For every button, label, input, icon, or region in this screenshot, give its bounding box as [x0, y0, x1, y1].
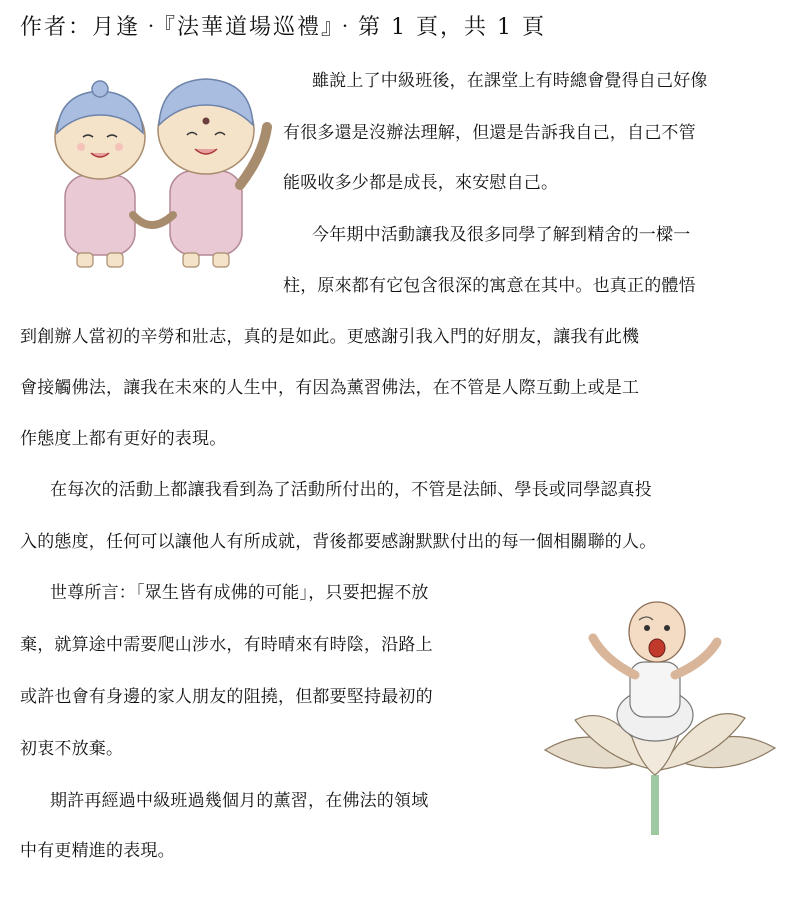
text-line: 世尊所言：「眾生皆有成佛的可能」，只要把握不放	[50, 583, 429, 603]
page-header: 作者：月逢‧『法華道場巡禮』‧第 1 頁，共 1 頁	[20, 15, 546, 40]
text-line: 柱，原來都有它包含很深的寓意在其中。也真正的體悟	[283, 276, 696, 296]
text-line: 入的態度，任何可以讓他人有所成就，背後都要感謝默默付出的每一個相關聯的人。	[20, 532, 657, 552]
two-monks-illustration	[25, 75, 280, 275]
text-line: 會接觸佛法，讓我在未來的人生中，有因為薰習佛法，在不管是人際互動上或是工	[20, 378, 640, 398]
text-line: 棄，就算途中需要爬山涉水，有時晴來有時陰，沿路上	[20, 635, 433, 655]
text-line: 初衷不放棄。	[20, 739, 124, 759]
text-line: 到創辦人當初的辛勞和壯志，真的是如此。更感謝引我入門的好朋友，讓我有此機	[20, 327, 640, 347]
text-line: 或許也會有身邊的家人朋友的阻撓，但都要堅持最初的	[20, 687, 433, 707]
text-line: 在每次的活動上都讓我看到為了活動所付出的，不管是法師、學長或同學認真投	[50, 480, 652, 500]
text-line: 期許再經過中級班過幾個月的薰習，在佛法的領域	[50, 791, 429, 811]
text-line: 今年期中活動讓我及很多同學了解到精舍的一樑一	[312, 225, 691, 245]
right-monk-figure	[158, 79, 267, 267]
text-line: 中有更精進的表現。	[20, 841, 175, 861]
left-monk-figure	[55, 81, 145, 267]
text-line: 雖說上了中級班後，在課堂上有時總會覺得自己好像	[312, 71, 708, 91]
text-line: 有很多還是沒辦法理解，但還是告訴我自己，自己不管	[283, 123, 696, 143]
monk-on-lotus-illustration	[535, 590, 790, 835]
text-line: 能吸收多少都是成長，來安慰自己。	[283, 173, 559, 193]
text-line: 作態度上都有更好的表現。	[20, 429, 227, 449]
